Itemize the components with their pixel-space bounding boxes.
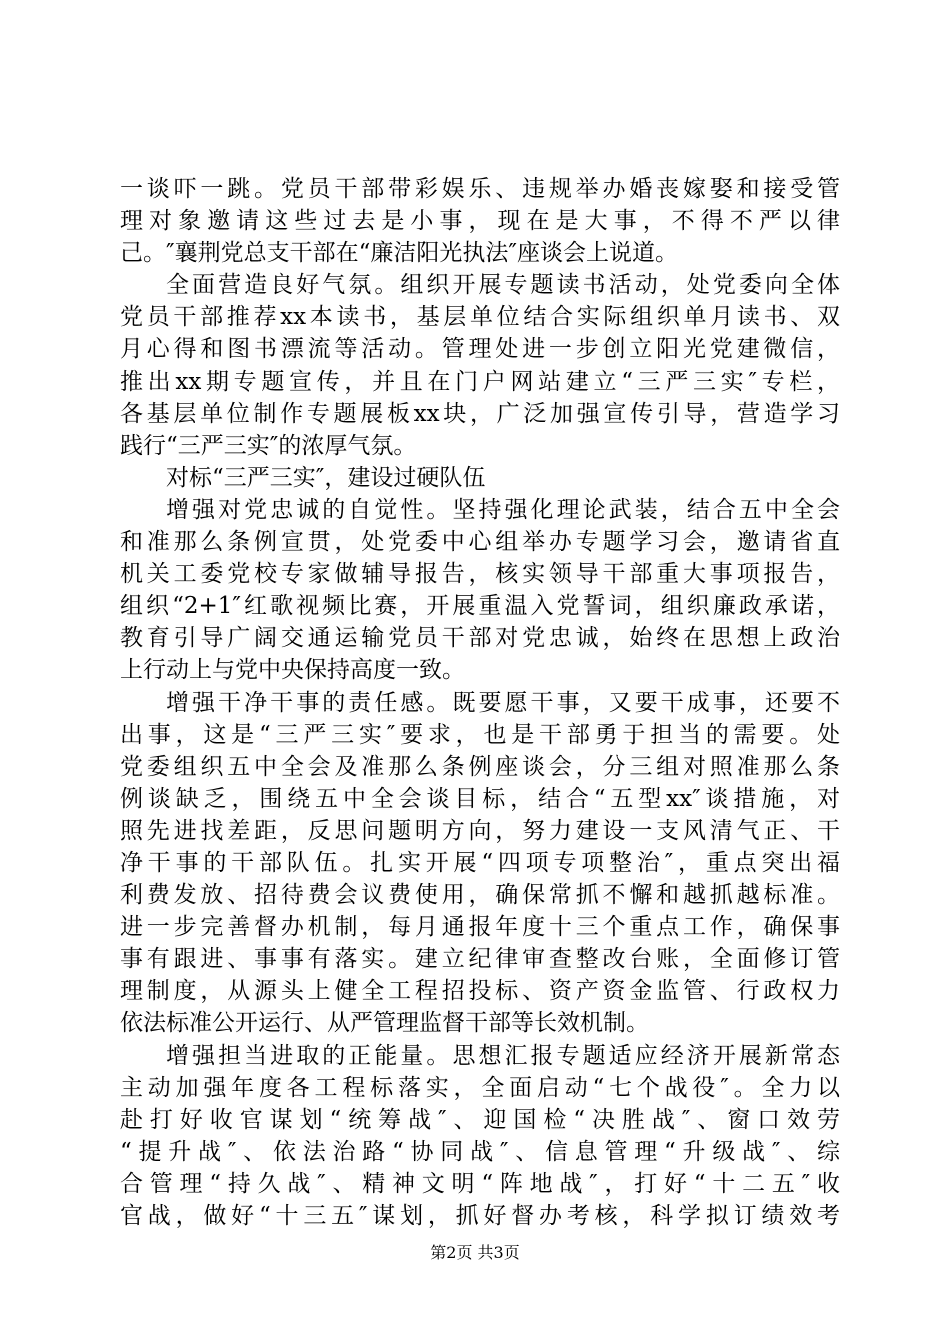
text-line: 己。″襄荆党总支干部在“廉洁阳光执法″座谈会上说道。 xyxy=(120,240,678,267)
text-line: 组织“2+1″红歌视频比赛，开展重温入党誓词，组织廉政承诺， xyxy=(120,593,840,620)
text-line: 和准那么条例宣贯，处党委中心组举办专题学习会，邀请省直 xyxy=(120,529,840,556)
text-line: 净干事的干部队伍。扎实开展“四项专项整治″，重点突出福 xyxy=(120,849,840,876)
text-line: 党员干部推荐xx本读书，基层单位结合实际组织单月读书、双 xyxy=(120,304,840,331)
text-line: 赴打好收官谋划“统筹战″、迎国检“决胜战″、窗口效劳 xyxy=(120,1106,840,1133)
text-line: 增强对党忠诚的自觉性。坚持强化理论武装，结合五中全会 xyxy=(166,496,840,523)
text-line: 理制度，从源头上健全工程招投标、资产资金监管、行政权力 xyxy=(120,978,840,1005)
text-line: 进一步完善督办机制，每月通报年度十三个重点工作，确保事 xyxy=(120,914,840,941)
text-line: 各基层单位制作专题展板xx块，广泛加强宣传引导，营造学习 xyxy=(120,400,840,427)
text-line: 照先进找差距，反思问题明方向，努力建设一支风清气正、干 xyxy=(120,817,840,844)
text-line: 教育引导广阔交通运输党员干部对党忠诚，始终在思想上政治 xyxy=(120,625,840,652)
text-line: 出事，这是“三严三实″要求，也是干部勇于担当的需要。处 xyxy=(120,721,840,748)
text-line: 一谈吓一跳。党员干部带彩娱乐、违规举办婚丧嫁娶和接受管 xyxy=(120,176,840,202)
text-line: 践行“三严三实″的浓厚气氛。 xyxy=(120,432,417,459)
text-line: “提升战″、依法治路“协同战″、信息管理“升级战″、综 xyxy=(120,1138,840,1165)
text-line: 合管理“持久战″、精神文明“阵地战″，打好“十二五″收 xyxy=(120,1170,840,1197)
text-line: 利费发放、招待费会议费使用，确保常抓不懈和越抓越标准。 xyxy=(120,882,840,909)
text-line: 机关工委党校专家做辅导报告，核实领导干部重大事项报告， xyxy=(120,561,840,588)
text-line: 增强担当进取的正能量。思想汇报专题适应经济开展新常态 xyxy=(166,1042,840,1069)
text-line: 月心得和图书漂流等活动。管理处进一步创立阳光党建微信， xyxy=(120,336,840,363)
page-footer: 第2页 共3页 xyxy=(430,1243,520,1262)
text-line: 例谈缺乏，围绕五中全会谈目标，结合“五型xx″谈措施，对 xyxy=(120,785,840,812)
text-line: 官战，做好“十三五″谋划，抓好督办考核，科学拟订绩效考 xyxy=(120,1203,840,1229)
text-line: 上行动上与党中央保持高度一致。 xyxy=(120,657,465,684)
text-line: 对标“三严三实″，建设过硬队伍 xyxy=(166,464,486,491)
document-body xyxy=(120,173,840,1232)
text-line: 理对象邀请这些过去是小事，现在是大事，不得不严以律 xyxy=(120,208,840,235)
text-line: 增强干净干事的责任感。既要愿干事，又要干成事，还要不 xyxy=(166,689,840,716)
text-line: 全面营造良好气氛。组织开展专题读书活动，处党委向全体 xyxy=(166,272,840,299)
text-line: 事有跟进、事事有落实。建立纪律审查整改台账，全面修订管 xyxy=(120,946,840,973)
text-line: 推出xx期专题宣传，并且在门户网站建立“三严三实″专栏， xyxy=(120,368,840,395)
text-line: 主动加强年度各工程标落实，全面启动“七个战役″。全力以 xyxy=(120,1074,840,1101)
text-line: 依法标准公开运行、从严管理监督干部等长效机制。 xyxy=(120,1010,649,1037)
text-line: 党委组织五中全会及准那么条例座谈会，分三组对照准那么条 xyxy=(120,753,840,780)
